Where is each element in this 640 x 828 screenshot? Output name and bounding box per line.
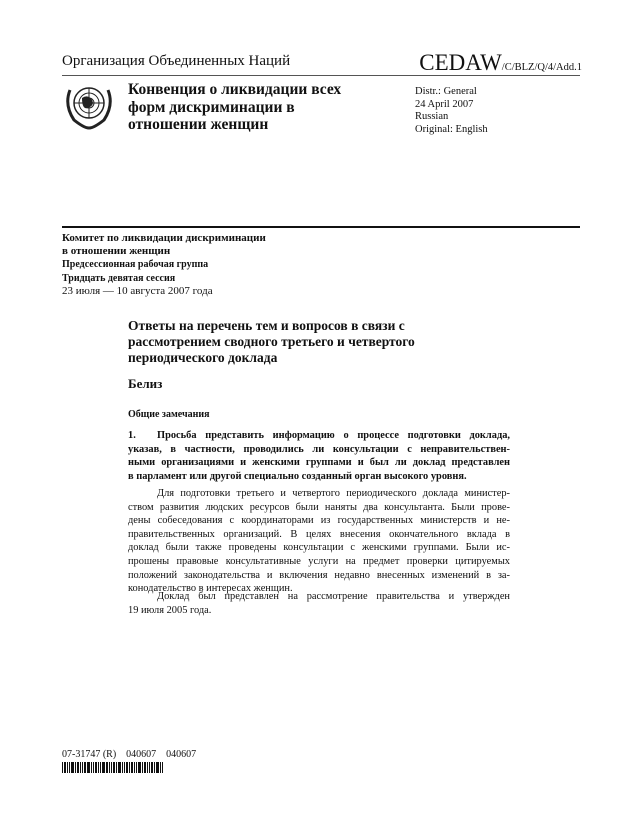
barcode-bar [100, 762, 101, 773]
committee-name: в отношении женщин [62, 245, 171, 258]
barcode-bar [144, 762, 146, 773]
committee-name: Комитет по ликвидации дискриминации [62, 232, 266, 244]
paragraph-line: Доклад был представлен на рассмотрение правительства и утвержден [157, 591, 510, 602]
session-dates: 23 июля — 10 августа 2007 года [62, 284, 213, 297]
paragraph-line: дены собеседования с координаторами из государственных министерств и не- [128, 515, 510, 527]
committee-block [62, 232, 266, 298]
barcode-bar [109, 762, 110, 773]
barcode-bar [91, 762, 92, 773]
paragraph-line: правительственных организаций. В целях внесения окончательного вклада в [128, 528, 510, 540]
question-1 [128, 429, 510, 483]
convention-title-line: форм дискриминации в [128, 98, 295, 116]
barcode-bar [129, 762, 130, 773]
language: Russian [415, 111, 449, 123]
barcode-bar [93, 762, 94, 773]
document-title-line: рассмотрением сводного третьего и четвертого [128, 334, 415, 349]
barcode-bar [149, 762, 150, 773]
organization-name: Организация Объединенных Наций [62, 53, 291, 69]
barcode-bar [67, 762, 68, 773]
barcode-bar [134, 762, 135, 773]
barcode-bar [160, 762, 161, 773]
barcode-bar [95, 762, 97, 773]
document-title-line: периодического доклада [128, 350, 278, 365]
barcode-bar [131, 762, 133, 773]
question-line [128, 429, 510, 443]
document-title [128, 318, 415, 366]
answer-paragraph [128, 487, 510, 596]
barcode-bar [118, 762, 121, 773]
barcode-bar [122, 762, 123, 773]
barcode-bar [87, 762, 90, 773]
header-divider [62, 75, 580, 76]
working-group: Предсессионная рабочая группа [62, 259, 209, 271]
question-line: ными организациями и женскими группами и был ли доклад представлен [128, 457, 510, 469]
barcode-bar [154, 762, 155, 773]
paragraph-line: прошены правовые консультативные услуги на предмет проверки цитируемых [128, 555, 510, 567]
barcode-bar [113, 762, 115, 773]
paragraph-line: 19 июля 2005 года. [128, 604, 212, 616]
barcode-bar [75, 762, 76, 773]
question-number: 1. [128, 430, 136, 441]
paragraph-line: конодательство в интересах женщин. [128, 583, 293, 595]
session: Тридцать девятая сессия [62, 272, 176, 284]
country-heading: Белиз [128, 376, 163, 391]
original-language: Original: English [415, 123, 488, 135]
answer-paragraph [128, 590, 510, 617]
barcode-bar [124, 762, 125, 773]
barcode-bar [156, 762, 159, 773]
symbol-main: CEDAW [419, 50, 502, 75]
barcode-bar [106, 762, 108, 773]
question-line: в парламент или другой специально созданный орган высокого уровня. [128, 470, 467, 482]
paragraph-line: ством развития людских ресурсов были наняты два консультанта. Были прове- [128, 501, 510, 513]
convention-title-line: Конвенция о ликвидации всех [128, 81, 342, 98]
un-emblem-icon [64, 80, 114, 130]
barcode-bar [62, 762, 63, 773]
question-text: Просьба представить информацию о процессе подготовки доклада, [157, 430, 510, 441]
question-line: указав, в частности, проводились ли консультации с неправительствен- [128, 443, 510, 455]
barcode-bar [116, 762, 117, 773]
symbol-suffix: /C/BLZ/Q/4/Add.1 [501, 62, 582, 73]
barcode-bar [138, 762, 141, 773]
barcode [62, 762, 163, 773]
section-heading: Общие замечания [128, 409, 210, 420]
barcode-bar [82, 762, 83, 773]
barcode-bar [162, 762, 163, 773]
barcode-bar [102, 762, 105, 773]
paragraph-line: Для подготовки третьего и четвертого периодического доклада министер- [157, 488, 510, 499]
barcode-bar [151, 762, 153, 773]
convention-title [128, 81, 341, 134]
document-title-line: Ответы на перечень тем и вопросов в связи с [128, 318, 405, 333]
job-number: 07-31747 (R) 040607 040607 [62, 749, 197, 760]
barcode-bar [84, 762, 86, 773]
barcode-bar [64, 762, 66, 773]
paragraph-line: положений законодательства и включения недавно внесенных изменений в за- [128, 569, 510, 581]
distr: Distr.: General [415, 86, 477, 97]
barcode-bar [71, 762, 74, 773]
thick-divider [62, 226, 580, 228]
barcode-bar [136, 762, 137, 773]
barcode-bar [126, 762, 128, 773]
date: 24 April 2007 [415, 98, 474, 110]
paragraph-line: доклад были также проведены консультации с женскими группами. Были ис- [128, 542, 510, 554]
barcode-bar [77, 762, 79, 773]
barcode-bar [111, 762, 112, 773]
barcode-bar [98, 762, 99, 773]
barcode-bar [80, 762, 81, 773]
barcode-bar [147, 762, 148, 773]
barcode-bar [142, 762, 143, 773]
barcode-bar [69, 762, 70, 773]
distribution-info [415, 86, 488, 136]
document-symbol [419, 50, 582, 76]
convention-title-line: отношении женщин [128, 116, 269, 133]
